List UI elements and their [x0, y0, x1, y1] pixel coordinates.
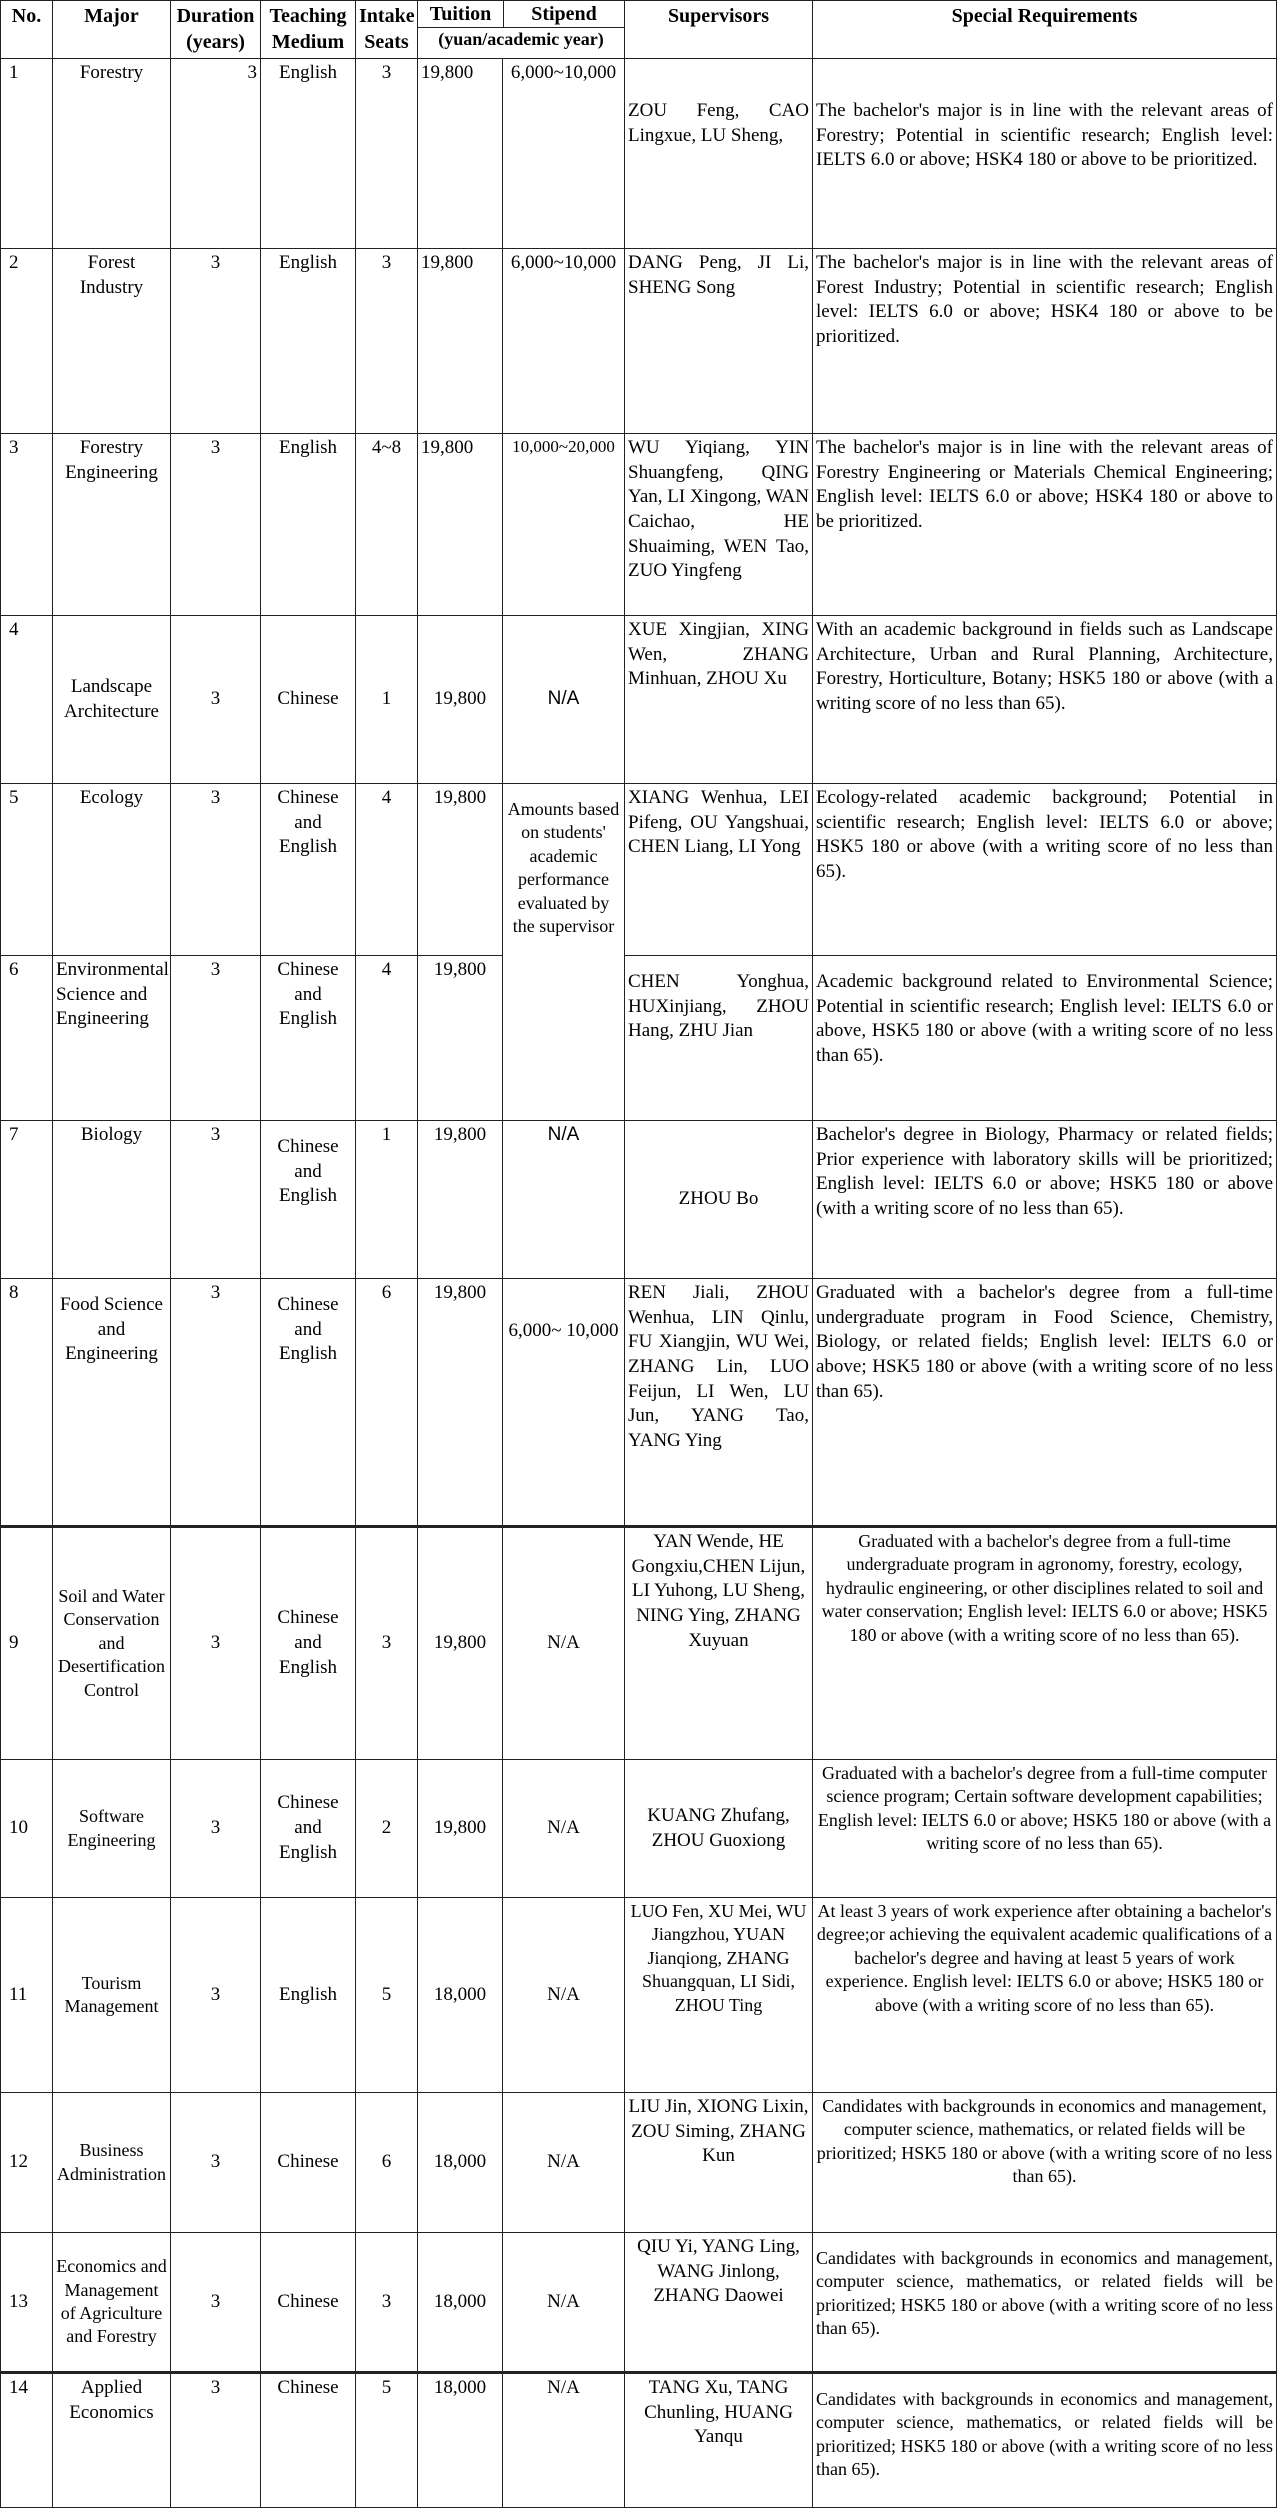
row-supervisors: LIU Jin, XIONG Lixin, ZOU Siming, ZHANG Kun [625, 2093, 813, 2233]
row-stipend: N/A [503, 2373, 625, 2508]
row-no: 5 [1, 784, 53, 956]
table-row [1, 2233, 1277, 2373]
row-seats: 4 [356, 956, 418, 1121]
row-medium: Chinese and English [261, 784, 356, 956]
row-duration: 3 [171, 1760, 261, 1898]
row-no: 3 [1, 434, 53, 616]
row-medium: Chinese [261, 616, 356, 784]
header-tuition-stipend [418, 1, 625, 59]
row-duration: 3 [171, 2093, 261, 2233]
row-major: Environmental Science and Engineering [53, 956, 171, 1121]
row-major: Economics and Management of Agriculture and Forestry [53, 2233, 171, 2373]
row-seats: 6 [356, 2093, 418, 2233]
table-row [1, 1760, 1277, 1898]
row-tuition: 18,000 [418, 2093, 503, 2233]
row-stipend: N/A [503, 1760, 625, 1898]
row-supervisors: YAN Wende, HE Gongxiu,CHEN Lijun, LI Yuhong, LU Sheng, NING Ying, ZHANG Xuyuan [625, 1527, 813, 1760]
row-stipend: N/A [503, 1898, 625, 2093]
row-supervisors: LUO Fen, XU Mei, WU Jiangzhou, YUAN Jianqiong, ZHANG Shuangquan, LI Sidi, ZHOU Ting [625, 1898, 813, 2093]
row-seats: 3 [356, 249, 418, 434]
row-major: Forestry [53, 59, 171, 249]
row-medium: Chinese and English [261, 1760, 356, 1898]
header-medium: Teaching Medium [261, 1, 356, 59]
row-medium: Chinese and English [261, 1279, 356, 1527]
row-duration: 3 [171, 1527, 261, 1760]
row-tuition: 19,800 [418, 249, 503, 434]
header-seats: Intake Seats [356, 1, 418, 59]
header-no: No. [1, 1, 53, 59]
row-seats: 4~8 [356, 434, 418, 616]
row-medium: Chinese [261, 2233, 356, 2373]
row-no: 11 [1, 1898, 53, 2093]
row-no: 10 [1, 1760, 53, 1898]
row-duration: 3 [171, 1898, 261, 2093]
row-major: Landscape Architecture [53, 616, 171, 784]
row-no: 6 [1, 956, 53, 1121]
table-row [1, 1279, 1277, 1527]
row-tuition: 19,800 [418, 1279, 503, 1527]
row-seats: 3 [356, 2233, 418, 2373]
row-no: 2 [1, 249, 53, 434]
table-row [1, 249, 1277, 434]
row-seats: 3 [356, 59, 418, 249]
table-row [1, 616, 1277, 784]
row-requirements: The bachelor's major is in line with the relevant areas of Forestry; Potential in scientific research; English level: IELTS 6.0 or above; HSK4 180 or above to be prioritized. [813, 59, 1277, 249]
row-major: Biology [53, 1121, 171, 1279]
header-duration: Duration (years) [171, 1, 261, 59]
row-requirements: Academic background related to Environmental Science; Potential in scientific research; English level: IELTS 6.0 or above, HSK5 180 or above (with a writing score of no less than 65). [813, 956, 1277, 1121]
row-tuition: 19,800 [418, 784, 503, 956]
row-duration: 3 [171, 956, 261, 1121]
table-row [1, 784, 1277, 956]
row-no: 8 [1, 1279, 53, 1527]
row-tuition: 19,800 [418, 616, 503, 784]
row-supervisors: XIANG Wenhua, LEI Pifeng, OU Yangshuai, CHEN Liang, LI Yong [625, 784, 813, 956]
table-row [1, 956, 1277, 1121]
row-major: Business Administration [53, 2093, 171, 2233]
row-medium: English [261, 434, 356, 616]
row-duration: 3 [171, 784, 261, 956]
row-supervisors: XUE Xingjian, XING Wen, ZHANG Minhuan, ZHOU Xu [625, 616, 813, 784]
table-row [1, 1527, 1277, 1760]
table-row [1, 2373, 1277, 2508]
row-tuition: 19,800 [418, 1527, 503, 1760]
row-tuition: 18,000 [418, 1898, 503, 2093]
row-major: Tourism Management [53, 1898, 171, 2093]
row-major: Soil and Water Conservation and Desertification Control [53, 1527, 171, 1760]
row-tuition: 19,800 [418, 956, 503, 1121]
row-duration: 3 [171, 434, 261, 616]
row-major: Ecology [53, 784, 171, 956]
row-major: Food Science and Engineering [53, 1279, 171, 1527]
row-seats: 6 [356, 1279, 418, 1527]
row-no: 4 [1, 616, 53, 784]
row-duration: 3 [171, 2373, 261, 2508]
row-duration: 3 [171, 249, 261, 434]
row-supervisors: DANG Peng, JI Li, SHENG Song [625, 249, 813, 434]
row-duration: 3 [171, 1279, 261, 1527]
header-requirements: Special Requirements [813, 1, 1277, 59]
header-unit: (yuan/academic year) [438, 29, 604, 49]
row-seats: 1 [356, 1121, 418, 1279]
row-major: Software Engineering [53, 1760, 171, 1898]
row-stipend: N/A [503, 1527, 625, 1760]
row-requirements: Graduated with a bachelor's degree from a full-time undergraduate program in Food Science, Chemistry, Biology, or related fields; English level: IELTS 6.0 or above; HSK5 180 or above (with a writing score of no less than 65). [813, 1279, 1277, 1527]
row-no: 7 [1, 1121, 53, 1279]
header-stipend: Stipend [531, 3, 597, 25]
row-tuition: 19,800 [418, 434, 503, 616]
row-tuition: 19,800 [418, 59, 503, 249]
row-requirements: At least 3 years of work experience after obtaining a bachelor's degree;or achieving the equivalent academic qualifications of a bachelor's degree and having at least 5 years of work experience. English level: IELTS 6.0 or above; HSK5 180 or above (with a writing score of no less than 65). [813, 1898, 1277, 2093]
row-seats: 3 [356, 1527, 418, 1760]
row-medium: Chinese and English [261, 1121, 356, 1279]
row-stipend: N/A [503, 616, 625, 784]
row-duration: 3 [171, 616, 261, 784]
row-supervisors: KUANG Zhufang, ZHOU Guoxiong [625, 1760, 813, 1898]
row-seats: 5 [356, 2373, 418, 2508]
row-medium: English [261, 1898, 356, 2093]
header-major: Major [53, 1, 171, 59]
row-supervisors: TANG Xu, TANG Chunling, HUANG Yanqu [625, 2373, 813, 2508]
table-row [1, 1898, 1277, 2093]
row-stipend: Amounts based on students' academic performance evaluated by the supervisor [503, 784, 625, 1121]
row-medium: Chinese [261, 2093, 356, 2233]
row-stipend: N/A [503, 1121, 625, 1279]
row-medium: Chinese and English [261, 1527, 356, 1760]
row-tuition: 18,000 [418, 2233, 503, 2373]
header-tuition: Tuition [418, 1, 504, 27]
row-requirements: Candidates with backgrounds in economics and management, computer science, mathematics, or related fields will be prioritized; HSK5 180 or above (with a writing score of no less than 65). [813, 2093, 1277, 2233]
row-stipend: 6,000~10,000 [503, 59, 625, 249]
row-requirements: Candidates with backgrounds in economics and management, computer science, mathematics, or related fields will be prioritized; HSK5 180 or above (with a writing score of no less than 65). [813, 2233, 1277, 2373]
header-supervisors: Supervisors [625, 1, 813, 59]
row-requirements: Graduated with a bachelor's degree from a full-time undergraduate program in agronomy, forestry, ecology, hydraulic engineering, or other disciplines related to soil and water conservation; English level: IELTS 6.0 or above; HSK5 180 or above (with a writing score of no less than 65). [813, 1527, 1277, 1760]
row-medium: Chinese [261, 2373, 356, 2508]
row-stipend: N/A [503, 2093, 625, 2233]
row-supervisors: QIU Yi, YANG Ling, WANG Jinlong, ZHANG Daowei [625, 2233, 813, 2373]
row-tuition: 19,800 [418, 1121, 503, 1279]
row-seats: 5 [356, 1898, 418, 2093]
row-tuition: 18,000 [418, 2373, 503, 2508]
row-duration: 3 [171, 2233, 261, 2373]
row-supervisors: ZOU Feng, CAO Lingxue, LU Sheng, [625, 59, 813, 249]
row-no: 13 [1, 2233, 53, 2373]
row-supervisors: WU Yiqiang, YIN Shuangfeng, QING Yan, LI Xingong, WAN Caichao, HE Shuaiming, WEN Tao, ZUO Yingfeng [625, 434, 813, 616]
row-requirements: With an academic background in fields such as Landscape Architecture, Urban and Rural Planning, Architecture, Forestry, Horticulture, Botany; HSK5 180 or above (with a writing score of no less than 65). [813, 616, 1277, 784]
row-requirements: Bachelor's degree in Biology, Pharmacy or related fields; Prior experience with laboratory skills will be prioritized; English level: IELTS 6.0 or above; HSK5 180 or above (with a writing score of no less than 65). [813, 1121, 1277, 1279]
row-stipend: 6,000~10,000 [503, 249, 625, 434]
row-tuition: 19,800 [418, 1760, 503, 1898]
row-supervisors: REN Jiali, ZHOU Wenhua, LIN Qinlu, FU Xiangjin, WU Wei, ZHANG Lin, LUO Feijun, LI Wen, LU Jun, YANG Tao, YANG Ying [625, 1279, 813, 1527]
row-requirements: Ecology-related academic background; Potential in scientific research; English level: IELTS 6.0 or above; HSK5 180 or above (with a writing score of no less than 65). [813, 784, 1277, 956]
row-stipend: N/A [503, 2233, 625, 2373]
row-requirements: The bachelor's major is in line with the relevant areas of Forest Industry; Potential in scientific research; English level: IELTS 6.0 or above; HSK4 180 or above to be prioritized. [813, 249, 1277, 434]
row-seats: 4 [356, 784, 418, 956]
row-requirements: Graduated with a bachelor's degree from a full-time computer science program; Certain software development capabilities; English level: IELTS 6.0 or above; HSK5 180 or above (with a writing score of no less than 65). [813, 1760, 1277, 1898]
row-seats: 2 [356, 1760, 418, 1898]
row-medium: English [261, 59, 356, 249]
row-no: 14 [1, 2373, 53, 2508]
row-major: Forest Industry [53, 249, 171, 434]
row-medium: English [261, 249, 356, 434]
row-stipend: 10,000~20,000 [503, 434, 625, 616]
row-medium: Chinese and English [261, 956, 356, 1121]
table-row [1, 1121, 1277, 1279]
row-no: 12 [1, 2093, 53, 2233]
row-requirements: Candidates with backgrounds in economics and management, computer science, mathematics, or related fields will be prioritized; HSK5 180 or above (with a writing score of no less than 65). [813, 2373, 1277, 2508]
row-seats: 1 [356, 616, 418, 784]
row-major: Applied Economics [53, 2373, 171, 2508]
table-row [1, 59, 1277, 249]
row-requirements: The bachelor's major is in line with the relevant areas of Forestry Engineering or Materials Chemical Engineering; English level: IELTS 6.0 or above; HSK4 180 or above to be prioritized. [813, 434, 1277, 616]
table-row [1, 434, 1277, 616]
row-supervisors: CHEN Yonghua, HUXinjiang, ZHOU Hang, ZHU Jian [625, 956, 813, 1121]
row-duration: 3 [171, 1121, 261, 1279]
row-stipend: 6,000~ 10,000 [503, 1279, 625, 1527]
table-row [1, 2093, 1277, 2233]
row-no: 9 [1, 1527, 53, 1760]
row-duration: 3 [171, 59, 261, 249]
row-major: Forestry Engineering [53, 434, 171, 616]
row-supervisors: ZHOU Bo [625, 1121, 813, 1279]
row-no: 1 [1, 59, 53, 249]
